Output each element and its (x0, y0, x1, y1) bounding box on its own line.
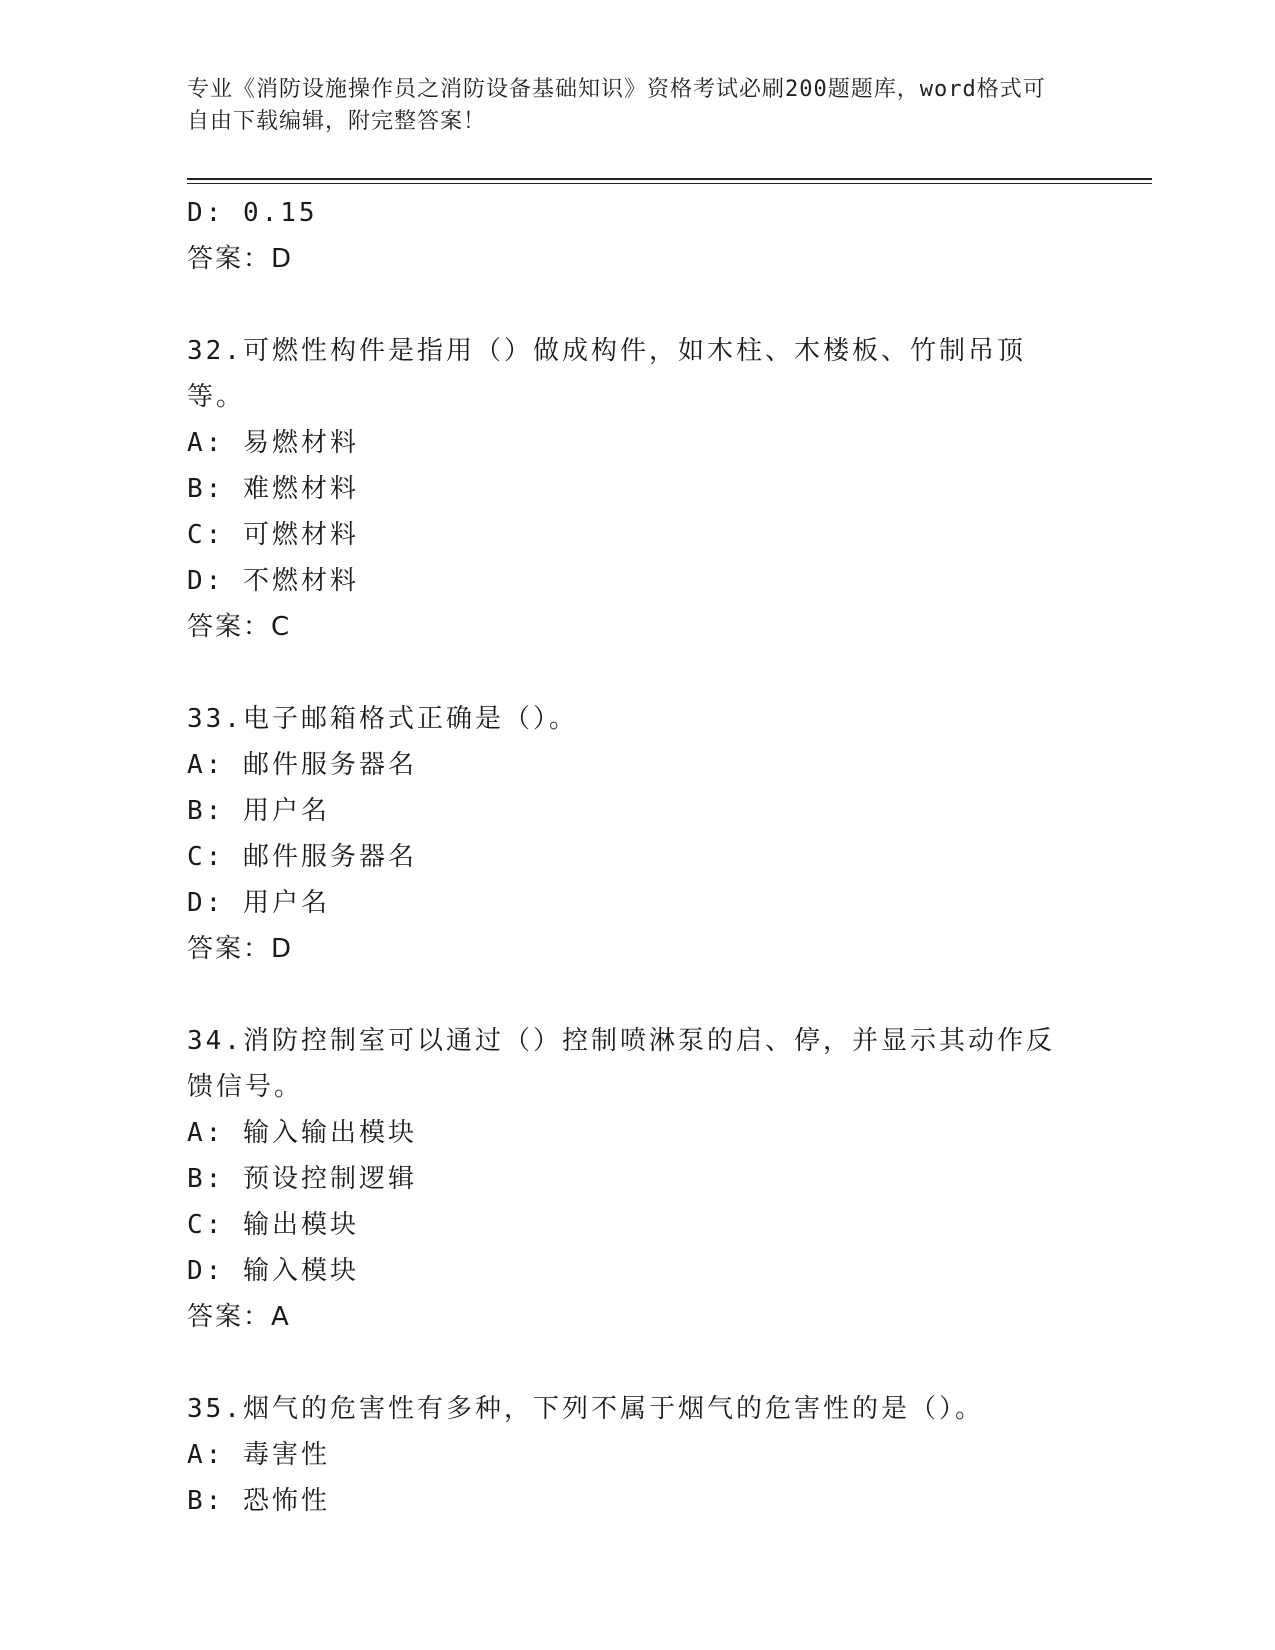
answer-line: 答案：A (187, 1302, 291, 1332)
question-33 (187, 696, 1087, 972)
question-34 (187, 1018, 1087, 1340)
answer-line: 答案：C (187, 612, 292, 642)
document-header: 专业《消防设施操作员之消防设备基础知识》资格考试必刷200题题库，word格式可自由下载编辑，附完整答案！ (187, 77, 1046, 134)
question-text: 35.烟气的危害性有多种，下列不属于烟气的危害性的是（）。 (187, 1394, 984, 1424)
option-d: D: 0.15 (187, 198, 318, 228)
option-a: A: 易燃材料 (187, 428, 359, 458)
question-text: 34.消防控制室可以通过（）控制喷淋泵的启、停，并显示其动作反馈信号。 (187, 1026, 1055, 1102)
option-d: D: 不燃材料 (187, 566, 359, 596)
option-b: B: 难燃材料 (187, 474, 359, 504)
question-32 (187, 328, 1087, 650)
question-list (187, 190, 1087, 1524)
option-b: B: 用户名 (187, 796, 330, 826)
lead-block (187, 190, 1087, 282)
question-text: 32.可燃性构件是指用（）做成构件，如木柱、木楼板、竹制吊顶等。 (187, 336, 1026, 412)
option-a: A: 毒害性 (187, 1440, 330, 1470)
option-b: B: 恐怖性 (187, 1486, 330, 1516)
option-c: C: 可燃材料 (187, 520, 359, 550)
option-b: B: 预设控制逻辑 (187, 1164, 417, 1194)
option-c: C: 输出模块 (187, 1210, 359, 1240)
question-35 (187, 1386, 1087, 1524)
option-c: C: 邮件服务器名 (187, 842, 417, 872)
header-divider-thin (187, 183, 1152, 184)
option-a: A: 邮件服务器名 (187, 750, 417, 780)
option-d: D: 用户名 (187, 888, 330, 918)
answer-line: 答案：D (187, 244, 294, 274)
question-text: 33.电子邮箱格式正确是（）。 (187, 704, 578, 734)
option-a: A: 输入输出模块 (187, 1118, 417, 1148)
option-d: D: 输入模块 (187, 1256, 359, 1286)
header-divider-thick (187, 178, 1152, 180)
answer-line: 答案：D (187, 934, 294, 964)
